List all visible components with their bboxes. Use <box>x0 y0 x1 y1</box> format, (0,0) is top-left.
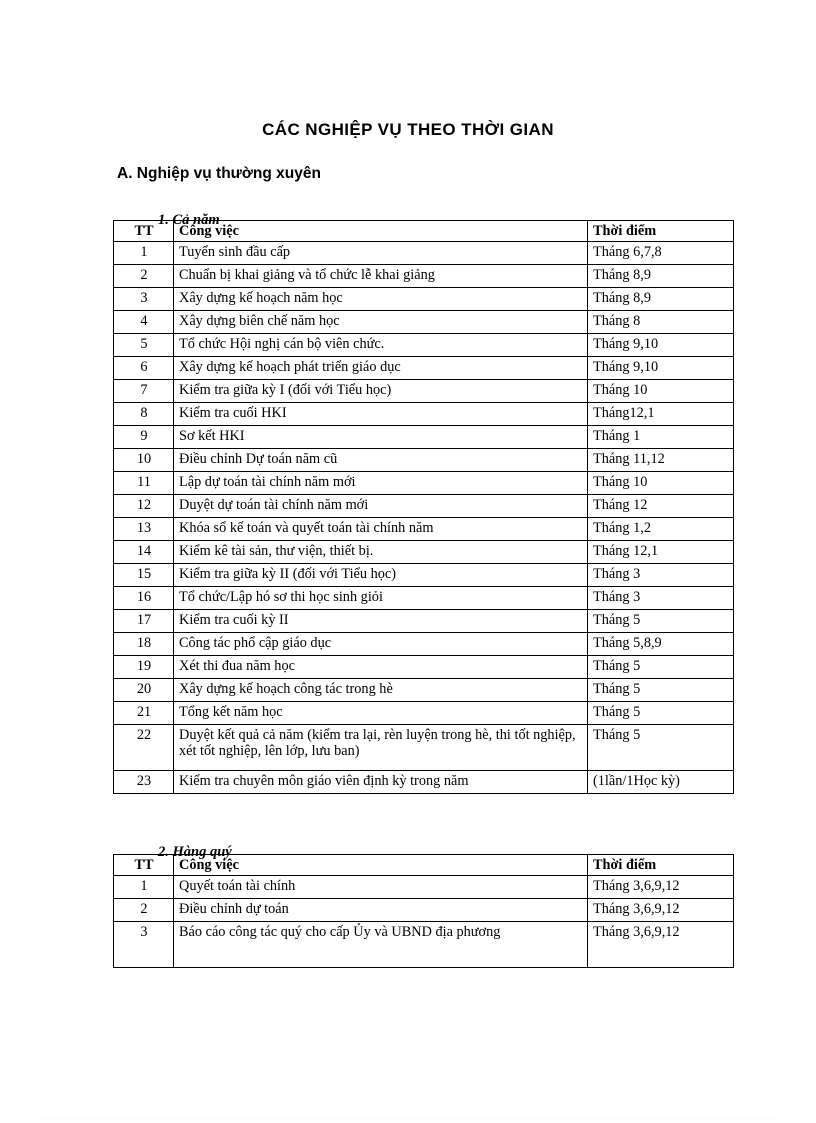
cell-work: Xây dựng kế hoạch phát triển giáo dục <box>174 357 588 380</box>
cell-work: Duyệt kết quả cả năm (kiểm tra lại, rèn luyện trong hè, thi tốt nghiệp, xét tốt nghiệp, lên lớp, lưu ban) <box>174 725 588 771</box>
cell-time: Tháng 5 <box>588 610 734 633</box>
table-row <box>114 380 734 403</box>
subsection-heading-ca-nam: 1. Cả năm <box>158 211 220 228</box>
cell-time: Tháng 10 <box>588 380 734 403</box>
scan-bottom-rule <box>40 1118 776 1119</box>
table-ca-nam-header <box>114 221 734 242</box>
cell-time: Tháng 3,6,9,12 <box>588 876 734 899</box>
cell-tt: 14 <box>114 541 174 564</box>
table-header-row <box>114 855 734 876</box>
cell-tt: 3 <box>114 288 174 311</box>
cell-time: Tháng 5 <box>588 702 734 725</box>
cell-time: Tháng 1,2 <box>588 518 734 541</box>
cell-work: Kiểm tra chuyên môn giáo viên định kỳ trong năm <box>174 771 588 794</box>
table-header-row <box>114 221 734 242</box>
cell-work: Kiểm tra cuối HKI <box>174 403 588 426</box>
table-row <box>114 702 734 725</box>
table-row <box>114 311 734 334</box>
table-row <box>114 899 734 922</box>
table-row <box>114 518 734 541</box>
table-row <box>114 334 734 357</box>
table-row <box>114 242 734 265</box>
cell-time: Tháng 3,6,9,12 <box>588 922 734 968</box>
cell-time: Tháng 12,1 <box>588 541 734 564</box>
cell-work: Xây dựng kế hoạch năm học <box>174 288 588 311</box>
cell-work: Sơ kết HKI <box>174 426 588 449</box>
cell-work: Báo cáo công tác quý cho cấp Ủy và UBND địa phương <box>174 922 588 968</box>
cell-time: Tháng 10 <box>588 472 734 495</box>
page-title: CÁC NGHIỆP VỤ THEO THỜI GIAN <box>262 120 554 140</box>
table-ca-nam <box>113 220 734 794</box>
cell-time: Tháng 3 <box>588 587 734 610</box>
cell-tt: 10 <box>114 449 174 472</box>
cell-work: Kiểm tra giữa kỳ I (đối với Tiểu học) <box>174 380 588 403</box>
cell-tt: 1 <box>114 242 174 265</box>
cell-tt: 18 <box>114 633 174 656</box>
cell-time: Tháng12,1 <box>588 403 734 426</box>
cell-tt: 23 <box>114 771 174 794</box>
cell-time: Tháng 6,7,8 <box>588 242 734 265</box>
cell-time: Tháng 5 <box>588 656 734 679</box>
table-hang-quy-header <box>114 855 734 876</box>
cell-tt: 5 <box>114 334 174 357</box>
cell-work: Lập dự toán tài chính năm mới <box>174 472 588 495</box>
cell-work: Xây dựng kế hoạch công tác trong hè <box>174 679 588 702</box>
cell-work: Công tác phổ cập giáo dục <box>174 633 588 656</box>
cell-time: Tháng 3,6,9,12 <box>588 899 734 922</box>
cell-work: Kiểm tra giữa kỳ II (đối với Tiểu học) <box>174 564 588 587</box>
cell-tt: 11 <box>114 472 174 495</box>
cell-time: Tháng 3 <box>588 564 734 587</box>
cell-work: Xét thi đua năm học <box>174 656 588 679</box>
cell-tt: 13 <box>114 518 174 541</box>
cell-tt: 3 <box>114 922 174 968</box>
table-row <box>114 564 734 587</box>
cell-tt: 2 <box>114 899 174 922</box>
column-header-time: Thời điểm <box>588 221 734 242</box>
cell-tt: 20 <box>114 679 174 702</box>
cell-work: Tổ chức Hội nghị cán bộ viên chức. <box>174 334 588 357</box>
cell-work: Duyệt dự toán tài chính năm mới <box>174 495 588 518</box>
table-row <box>114 426 734 449</box>
table-row <box>114 876 734 899</box>
cell-tt: 22 <box>114 725 174 771</box>
cell-work: Chuẩn bị khai giảng và tổ chức lễ khai giảng <box>174 265 588 288</box>
table-row <box>114 922 734 968</box>
cell-time: (1lần/1Học kỳ) <box>588 771 734 794</box>
cell-work: Điều chỉnh Dự toán năm cũ <box>174 449 588 472</box>
cell-tt: 15 <box>114 564 174 587</box>
cell-time: Tháng 9,10 <box>588 334 734 357</box>
cell-time: Tháng 5,8,9 <box>588 633 734 656</box>
table-row <box>114 357 734 380</box>
column-header-tt: TT <box>114 221 174 242</box>
table-row <box>114 541 734 564</box>
table-row <box>114 288 734 311</box>
cell-tt: 7 <box>114 380 174 403</box>
cell-tt: 4 <box>114 311 174 334</box>
cell-time: Tháng 11,12 <box>588 449 734 472</box>
cell-tt: 21 <box>114 702 174 725</box>
section-heading-a: A. Nghiệp vụ thường xuyên <box>117 164 321 182</box>
column-header-time: Thời điểm <box>588 855 734 876</box>
cell-tt: 8 <box>114 403 174 426</box>
cell-time: Tháng 1 <box>588 426 734 449</box>
table-ca-nam-body <box>114 242 734 794</box>
cell-work: Xây dựng biên chế năm học <box>174 311 588 334</box>
table-row <box>114 449 734 472</box>
table-row <box>114 771 734 794</box>
cell-time: Tháng 8,9 <box>588 288 734 311</box>
cell-work: Tuyển sinh đầu cấp <box>174 242 588 265</box>
cell-tt: 12 <box>114 495 174 518</box>
table-row <box>114 656 734 679</box>
table-row <box>114 265 734 288</box>
cell-work: Kiểm kê tài sản, thư viện, thiết bị. <box>174 541 588 564</box>
cell-tt: 9 <box>114 426 174 449</box>
cell-work: Quyết toán tài chính <box>174 876 588 899</box>
column-header-work: Công việc <box>174 221 588 242</box>
cell-tt: 1 <box>114 876 174 899</box>
table-row <box>114 403 734 426</box>
cell-tt: 19 <box>114 656 174 679</box>
column-header-tt: TT <box>114 855 174 876</box>
cell-work: Tổ chức/Lập hó sơ thi học sinh giỏi <box>174 587 588 610</box>
cell-work: Khóa sổ kế toán và quyết toán tài chính năm <box>174 518 588 541</box>
cell-time: Tháng 8,9 <box>588 265 734 288</box>
table-row <box>114 495 734 518</box>
subsection-heading-hang-quy: 2. Hàng quý <box>158 843 232 860</box>
cell-tt: 2 <box>114 265 174 288</box>
cell-time: Tháng 5 <box>588 725 734 771</box>
cell-work: Điều chỉnh dự toán <box>174 899 588 922</box>
table-row <box>114 610 734 633</box>
table-hang-quy <box>113 854 734 968</box>
table-row <box>114 679 734 702</box>
table-row <box>114 587 734 610</box>
table-row <box>114 472 734 495</box>
cell-work: Tổng kết năm học <box>174 702 588 725</box>
cell-time: Tháng 8 <box>588 311 734 334</box>
cell-time: Tháng 9,10 <box>588 357 734 380</box>
column-header-work: Công việc <box>174 855 588 876</box>
cell-time: Tháng 12 <box>588 495 734 518</box>
table-row <box>114 725 734 771</box>
table-row <box>114 633 734 656</box>
cell-tt: 17 <box>114 610 174 633</box>
cell-tt: 16 <box>114 587 174 610</box>
cell-tt: 6 <box>114 357 174 380</box>
table-hang-quy-body <box>114 876 734 968</box>
cell-time: Tháng 5 <box>588 679 734 702</box>
cell-work: Kiểm tra cuối kỳ II <box>174 610 588 633</box>
